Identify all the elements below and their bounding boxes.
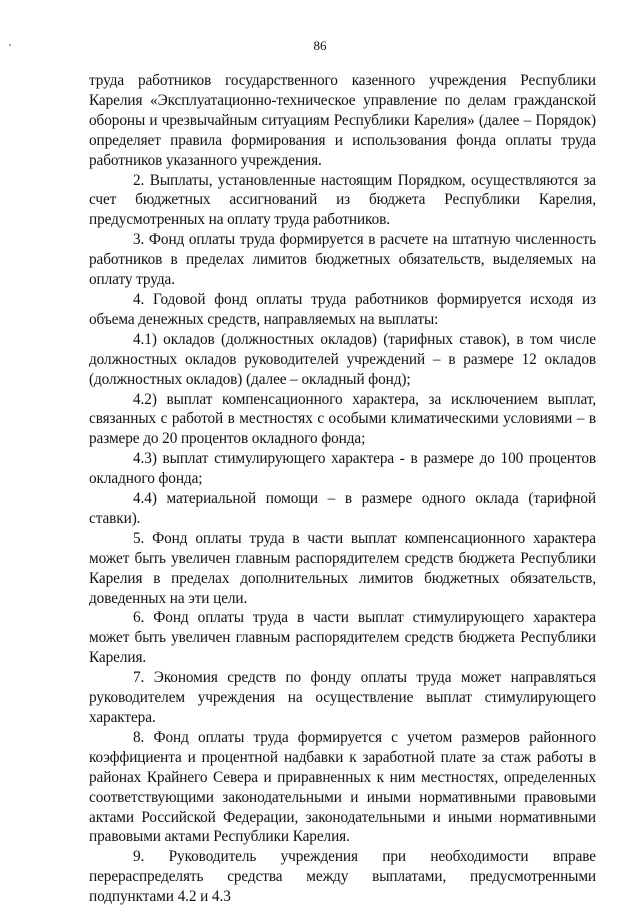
paragraph: 9. Руководитель учреждения при необходимости вправе перераспределять средства между выплатами, предусмотренными подпунктами 4.2 и 4.3 [89,848,596,906]
document-body [89,71,596,907]
paragraph: 5. Фонд оплаты труда в части выплат компенсационного характера может быть увеличен главным распорядителем средств бюджета Республики Карелия в пределах дополнительных лимитов бюджетных обязательств, доведенных на эти цели. [89,529,596,607]
paragraph: труда работников государственного казенного учреждения Республики Карелия «Эксплуатационно-техническое управление по делам гражданской обороны и чрезвычайным ситуациям Республики Карелия» (далее – Порядок) определяет правила формирования и использования фонда оплаты труда работников указанного учреждения. [89,72,596,169]
paragraph: 4.1) окладов (должностных окладов) (тарифных ставок), в том числе должностных окладов руководителей учреждений – в размере 12 окладов (должностных окладов) (далее – окладный фонд); [89,330,596,388]
paragraph: 4.2) выплат компенсационного характера, за исключением выплат, связанных с работой в местностях с особыми климатическими условиями – в размере до 20 процентов окладного фонда; [89,390,596,448]
paragraph: 6. Фонд оплаты труда в части выплат стимулирующего характера может быть увеличен главным распорядителем средств бюджета Республики Карелия. [89,609,596,667]
paragraph: 4.3) выплат стимулирующего характера - в размере до 100 процентов окладного фонда; [89,450,596,488]
page-number: 86 [313,38,327,53]
paragraph: 4. Годовой фонд оплаты труда работников формируется исходя из объема денежных средств, направляемых на выплаты: [89,290,596,328]
paragraph: 7. Экономия средств по фонду оплаты труда может направляться руководителем учреждения на осуществление выплат стимулирующего характера. [89,669,596,726]
paragraph: 4.4) материальной помощи – в размере одного оклада (тарифной ставки). [89,490,596,527]
paragraph: 8. Фонд оплаты труда формируется с учетом размеров районного коэффициента и процентной надбавки к заработной плате за стаж работы в районах Крайнего Севера и приравненных к ним местностях, определенных соответствующими законодательными и иными нормативными правовыми актами Российской Федерации, законодательными и иными нормативными правовыми актами Республики Карелия. [89,728,596,846]
paragraph: 3. Фонд оплаты труда формируется в расчете на штатную численность работников в пределах лимитов бюджетных обязательств, выделяемых на оплату труда. [89,231,596,289]
paragraph: 2. Выплаты, установленные настоящим Порядком, осуществляются за счет бюджетных ассигнований из бюджета Республики Карелия, предусмотренных на оплату труда работников. [89,171,596,229]
